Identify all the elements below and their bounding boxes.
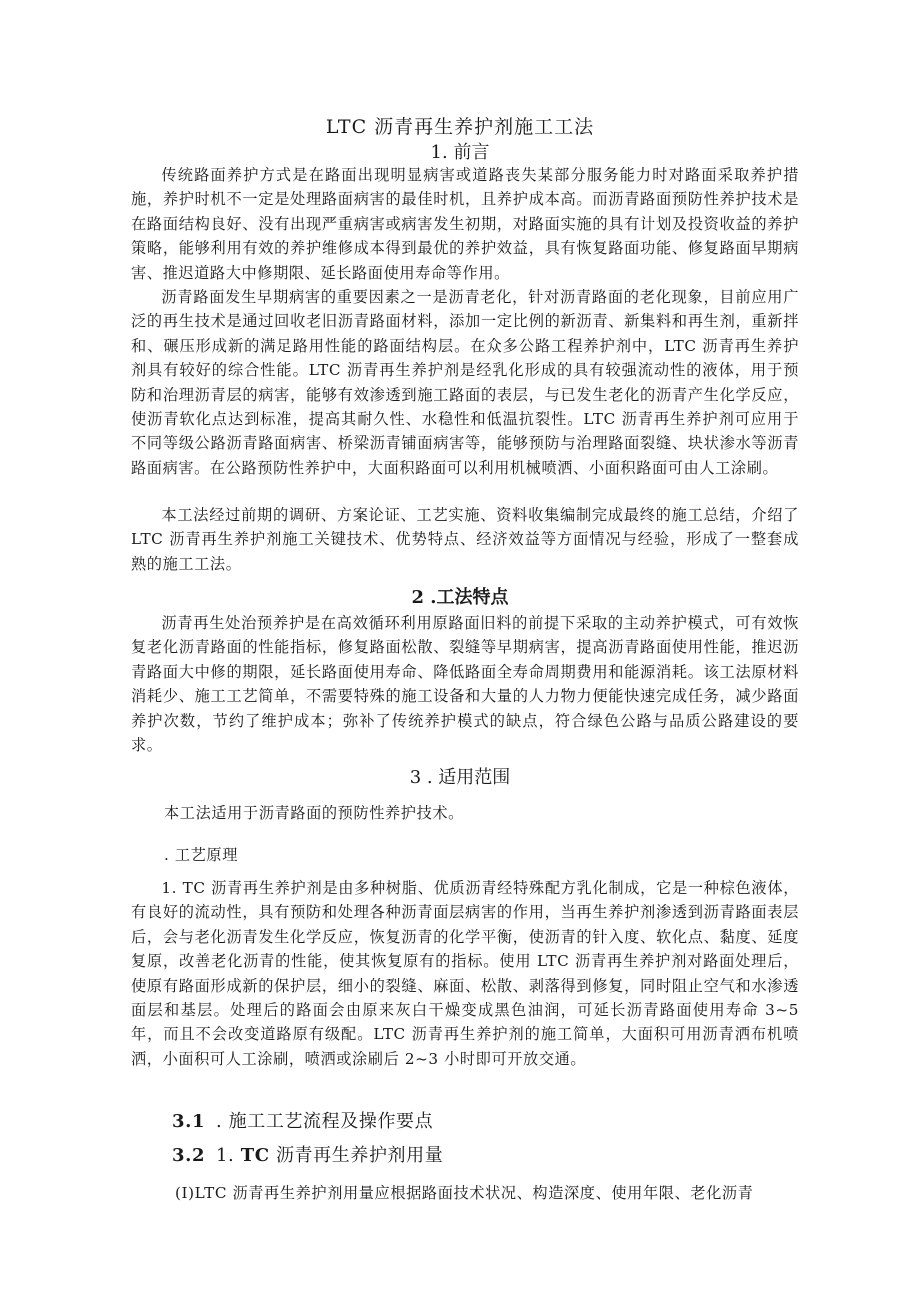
paragraph-foreword-1: 传统路面养护方式是在路面出现明显病害或道路丧失某部分服务能力时对路面采取养护措施，养护时机不一定是处理路面病害的最佳时机，且养护成本高。而沥青路面预防性养护技术是在路面结构良好、没有出现严重病害或病害发生初期，对路面实施的具有计划及投资收益的养护策略，能够利用有效的养护维修成本得到最优的养护效益，具有恢复路面功能、修复路面早期病害、推迟道路大中修期限、延长路面使用寿命等作用。 [131, 166, 799, 282]
subheading-3-1 [172, 1109, 433, 1135]
subheading-3-1-number: 3.1 [172, 1111, 206, 1132]
subheading-3-2-number: 3.2 [172, 1145, 206, 1166]
paragraph-foreword-2: 沥青路面发生早期病害的重要因素之一是沥青老化，针对沥青路面的老化现象，目前应用广泛的再生技术是通过回收老旧沥青路面材料，添加一定比例的新沥青、新集料和再生剂，重新拌和、碾压形成新的满足路用性能的路面结构层。在众多公路工程养护剂中，LTC 沥青再生养护剂具有较好的综合性能。LTC 沥青再生养护剂是经乳化形成的具有较强流动性的液体，用于预防和治理沥青层的病害，能够有效渗透到施工路面的表层，与已发生老化的沥青产生化学反应，使沥青软化点达到标准，提高其耐久性、水稳性和低温抗裂性。LTC 沥青再生养护剂可应用于不同等级公路沥青路面病害、桥梁沥青铺面病害等，能够预防与治理路面裂缝、块状渗水等沥青路面病害。在公路预防性养护中，大面积路面可以利用机械喷洒、小面积路面可由人工涂刷。 [131, 288, 799, 477]
section-heading-features: 2 .工法特点 [411, 587, 509, 608]
paragraph-dosage-start: (I)LTC 沥青再生养护剂用量应根据路面技术状况、构造深度、使用年限、老化沥青 [175, 1184, 754, 1202]
paragraph-features: 沥青再生处治预养护是在高效循环利用原路面旧料的前提下采取的主动养护模式，可有效恢复老化沥青路面的性能指标，修复路面松散、裂缝等早期病害，提高沥青路面使用性能，推迟沥青路面大中修的期限，延长路面使用寿命、降低路面全寿命周期费用和能源消耗。该工法原材料消耗少、施工工艺简单，不需要特殊的施工设备和大量的人力物力便能快速完成任务，减少路面养护次数，节约了维护成本；弥补了传统养护模式的缺点，符合绿色公路与品质公路建设的要求。 [131, 614, 799, 755]
subheading-3-2 [172, 1143, 443, 1169]
document-title: LTC 沥青再生养护剂施工工法 [325, 116, 595, 138]
subheading-3-1-text: . 施工工艺流程及操作要点 [216, 1111, 434, 1132]
section-heading-principle: . 工艺原理 [164, 846, 239, 864]
subheading-3-2-text: 沥青再生养护剂用量 [269, 1145, 444, 1166]
paragraph-foreword-3: 本工法经过前期的调研、方案论证、工艺实施、资料收集编制完成最终的施工总结，介绍了 LTC 沥青再生养护剂施工关键技术、优势特点、经济效益等方面情况与经验，形成了一整套成熟的施工工法。 [131, 506, 799, 573]
section-heading-scope: 3 . 适用范围 [409, 767, 511, 788]
subheading-3-2-prefix: 1. [216, 1145, 241, 1166]
paragraph-principle: 1. TC 沥青再生养护剂是由多种树脂、优质沥青经特殊配方乳化制成，它是一种棕色液体，有良好的流动性，具有预防和处理各种沥青面层病害的作用，当再生养护剂渗透到沥青路面表层后，会与老化沥青发生化学反应，恢复沥青的化学平衡，使沥青的针入度、软化点、黏度、延度复原，改善老化沥青的性能，使其恢复原有的指标。使用 LTC 沥青再生养护剂对路面处理后，使原有路面形成新的保护层，细小的裂缝、麻面、松散、剥落得到修复，同时阻止空气和水渗透面层和基层。处理后的路面会由原来灰白干燥变成黑色油润，可延长沥青路面使用寿命 3~5 年，而且不会改变道路原有级配。LTC 沥青再生养护剂的施工简单，大面积可用沥青洒布机喷洒，小面积可人工涂刷，喷洒或涂刷后 2~3 小时即可开放交通。 [131, 879, 799, 1068]
subheading-3-2-tc: TC [240, 1145, 270, 1166]
section-heading-foreword: 1. 前言 [430, 142, 490, 163]
paragraph-scope: 本工法适用于沥青路面的预防性养护技术。 [164, 804, 464, 822]
